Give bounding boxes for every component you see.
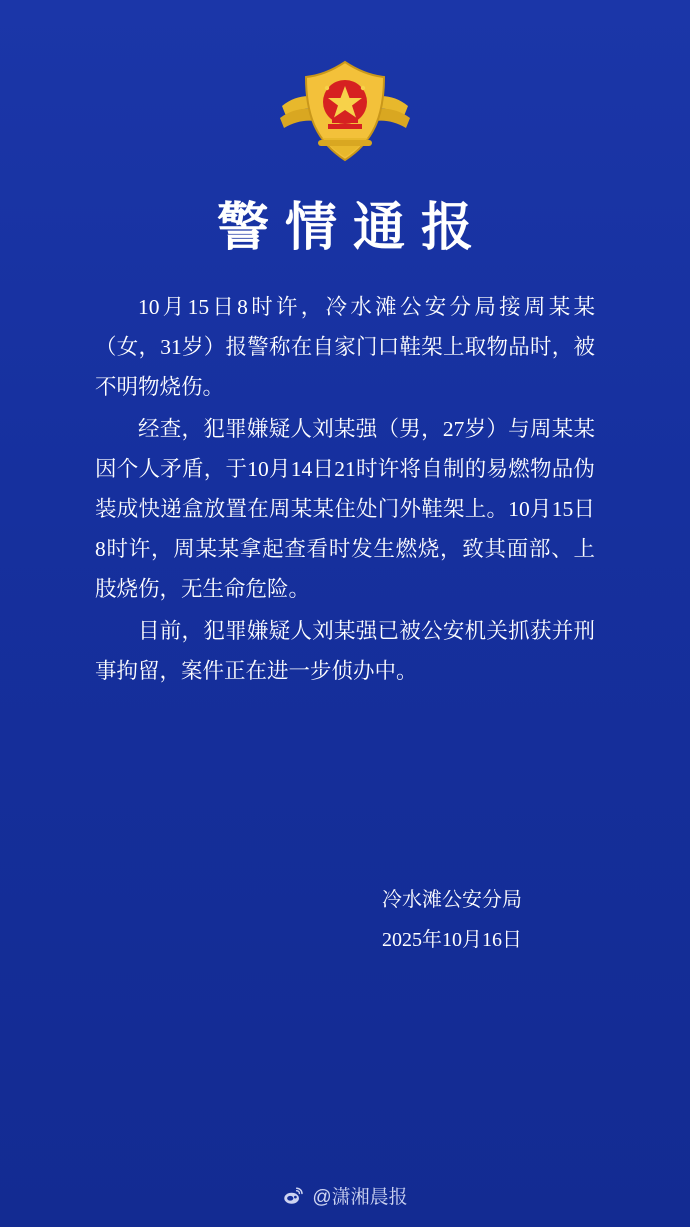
paragraph-1: 10月15日8时许，冷水滩公安分局接周某某（女，31岁）报警称在自家门口鞋架上取物品时，被不明物烧伤。 bbox=[95, 295, 595, 399]
paragraph-3: 目前，犯罪嫌疑人刘某强已被公安机关抓获并刑事拘留，案件正在进一步侦办中。 bbox=[95, 619, 595, 683]
police-emblem-icon bbox=[270, 52, 420, 172]
paragraph-2: 经查，犯罪嫌疑人刘某强（男，27岁）与周某某因个人矛盾，于10月14日21时许将自制的易燃物品伪装成快递盒放置在周某某住处门外鞋架上。10月15日8时许，周某某拿起查看时发生燃烧，致其面部、上肢烧伤，无生命危险。 bbox=[95, 417, 595, 601]
page-title: 警情通报 bbox=[216, 200, 489, 257]
weibo-icon bbox=[282, 1185, 304, 1207]
footer-account: @潇湘晨报 bbox=[312, 1187, 408, 1208]
police-emblem bbox=[270, 52, 420, 172]
signature-issuer: 冷水滩公安分局 bbox=[382, 889, 522, 911]
footer-watermark bbox=[0, 1182, 690, 1209]
signature-date: 2025年10月16日 bbox=[382, 929, 522, 951]
notice-body bbox=[95, 287, 595, 693]
signature-block bbox=[382, 880, 522, 960]
